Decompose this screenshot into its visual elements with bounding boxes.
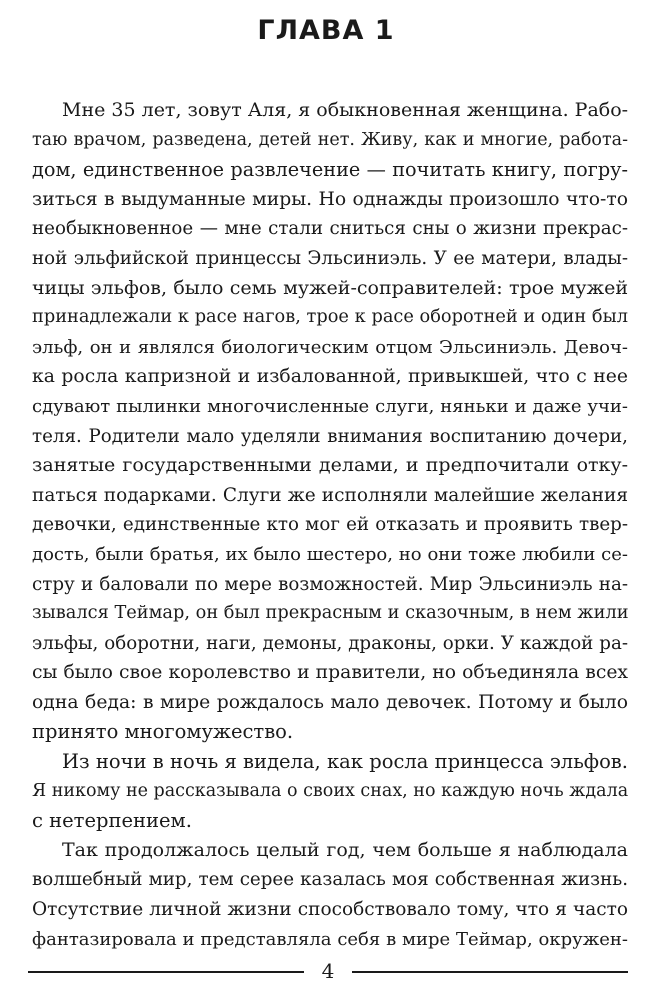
text-line: дом, единственное развлечение — почитать книгу, погру-	[32, 158, 628, 182]
text-line: с нетерпением.	[32, 809, 192, 833]
text-line: стру и баловали по мере возможностей. Мир Эльсиниэль на-	[32, 573, 628, 595]
text-line: принято многомужество.	[32, 720, 294, 744]
text-line: Отсутствие личной жизни способствовало тому, что я часто	[32, 899, 628, 921]
text-line: принадлежали к расе нагов, трое к расе оборотней и один был	[32, 307, 628, 328]
text-line: фантазировала и представляла себя в мире Теймар, окружен-	[32, 928, 628, 950]
text-line: зывался Теймар, он был прекрасным и сказочным, в нем жили	[32, 603, 629, 624]
text-line: эльфы, оборотни, наги, демоны, драконы, орки. У каждой ра-	[32, 632, 628, 654]
text-line: занятые государственными делами, и предпочитали отку-	[32, 454, 628, 477]
footer-rule-left	[28, 971, 304, 973]
text-line: зиться в выдуманные миры. Но однажды произошло что-то	[32, 188, 628, 210]
text-line: дость, были братья, их было шестеро, но они тоже любили се-	[32, 543, 628, 565]
text-line: чицы эльфов, было семь мужей-соправителей: трое мужей	[32, 276, 628, 299]
text-line: сдувают пылинки многочисленные слуги, няньки и даже учи-	[32, 395, 628, 417]
text-line: Из ночи в ночь я видела, как росла принцесса эльфов.	[62, 750, 628, 774]
text-line: эльф, он и являлся биологическим отцом Эльсиниэль. Девоч-	[32, 336, 628, 358]
footer-rule-right	[352, 971, 628, 973]
text-line: ка росла капризной и избалованной, привыкшей, что с нее	[32, 366, 628, 388]
text-line: Я никому не рассказывала о своих снах, но каждую ночь ждала	[32, 780, 629, 801]
text-line: сы было свое королевство и правители, но объединяла всех	[32, 662, 628, 684]
text-line: таю врачом, разведена, детей нет. Живу, как и многие, работа-	[32, 129, 628, 150]
text-line: одна беда: в мире рождалось мало девочек. Потому и было	[32, 691, 628, 713]
text-line: Так продолжалось целый год, чем больше я наблюдала	[62, 838, 628, 861]
text-line: ной эльфийской принцессы Эльсиниэль. У ее матери, влады-	[32, 247, 628, 269]
text-line: Мне 35 лет, зовут Аля, я обыкновенная женщина. Рабо-	[62, 99, 629, 121]
text-line: волшебный мир, тем серее казалась моя собственная жизнь.	[32, 869, 628, 891]
page-footer	[28, 957, 628, 985]
text-line: девочки, единственные кто мог ей отказать и проявить твер-	[32, 514, 628, 536]
page-number: 4	[321, 959, 335, 983]
body-text	[32, 96, 628, 954]
text-line: паться подарками. Слуги же исполняли малейшие желания	[32, 484, 628, 506]
text-line: необыкновенное — мне стали сниться сны о жизни прекрас-	[32, 218, 628, 240]
text-line: теля. Родители мало уделяли внимания воспитанию дочери,	[32, 425, 628, 447]
chapter-title: ГЛАВА 1	[257, 15, 395, 46]
